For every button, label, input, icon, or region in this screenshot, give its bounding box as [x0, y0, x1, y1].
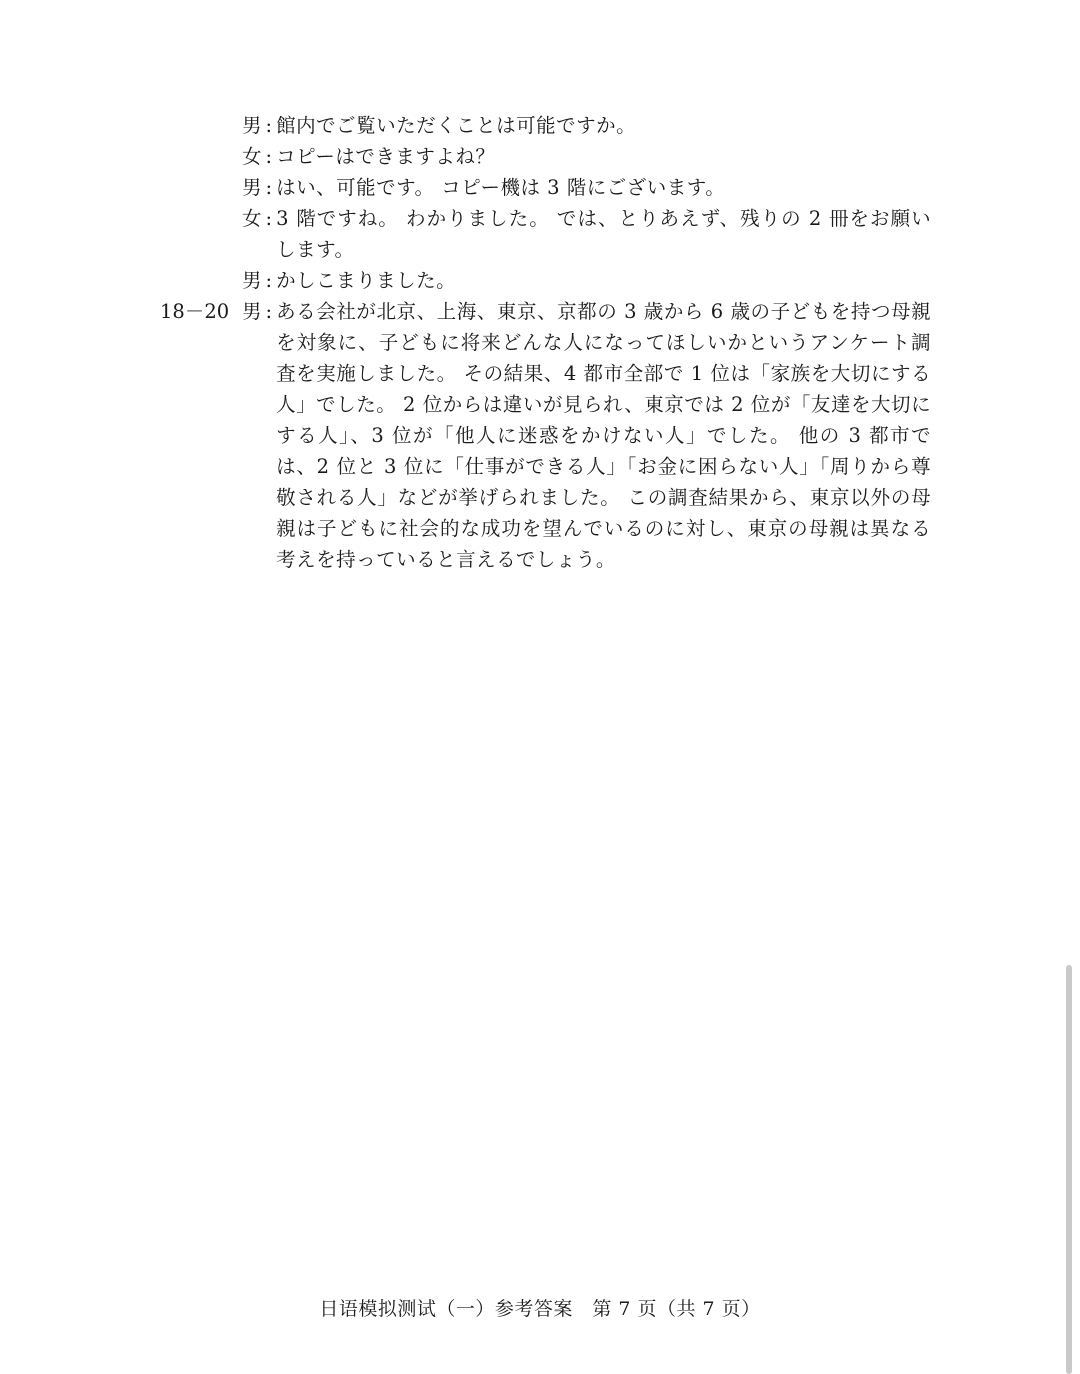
dialogue-line — [160, 296, 950, 575]
dialogue-line — [160, 265, 950, 296]
speaker-label: 女 — [242, 207, 262, 230]
dialogue-line — [160, 141, 950, 172]
utterance-text: 館内でご覧いただくことは可能ですか。 — [276, 114, 637, 137]
speaker-label: 男 — [242, 300, 262, 323]
dialogue-line — [160, 110, 950, 141]
utterance-text: コピーはできますよね？ — [276, 145, 496, 168]
speaker-separator: : — [265, 114, 273, 137]
speaker-separator: : — [265, 207, 273, 230]
page-footer: 日语模拟测试（一）参考答案 第 7 页（共 7 页） — [319, 1298, 761, 1320]
speaker-label: 女 — [242, 145, 262, 168]
utterance-text: かしこまりました。 — [276, 269, 457, 292]
dialogue-line — [160, 203, 950, 265]
speaker-label: 男 — [242, 176, 262, 199]
utterance-text: ある会社が北京、上海、東京、京都の 3 歳から 6 歳の子どもを持つ母親を対象に、子どもに将来どんな人になってほしいかというアンケート調査を実施しました。 その結果、4 都市全部で 1 位は「家族を大切にする人」でした。 2 位からは違いが見られ、東京では 2 位が「友達を大切にする人」、3 位が「他人に迷惑をかけない人」でした。 他の 3 都市では、2 位と 3 位に「仕事ができる人」「お金に困らない人」「周りから尊敬される人」などが挙げられました。 この調査結果から、東京以外の母親は子どもに社会的な成功を望んでいるのに対し、東京の母親は異なる考えを持っていると言えるでしょう。 — [276, 300, 932, 571]
question-number: 18－20 — [160, 300, 230, 323]
vertical-scrollbar-thumb[interactable] — [1066, 965, 1072, 1374]
speaker-separator: : — [265, 176, 273, 199]
speaker-label: 男 — [242, 269, 262, 292]
utterance-text: 3 階ですね。 わかりました。 では、とりあえず、残りの 2 冊をお願いします。 — [276, 207, 932, 261]
dialogue-line — [160, 172, 950, 203]
speaker-separator: : — [265, 269, 273, 292]
dialogue-transcript — [160, 110, 950, 575]
speaker-label: 男 — [242, 114, 262, 137]
speaker-separator: : — [265, 145, 273, 168]
speaker-separator: : — [265, 300, 273, 323]
utterance-text: はい、可能です。 コピー機は 3 階にございます。 — [276, 176, 726, 199]
